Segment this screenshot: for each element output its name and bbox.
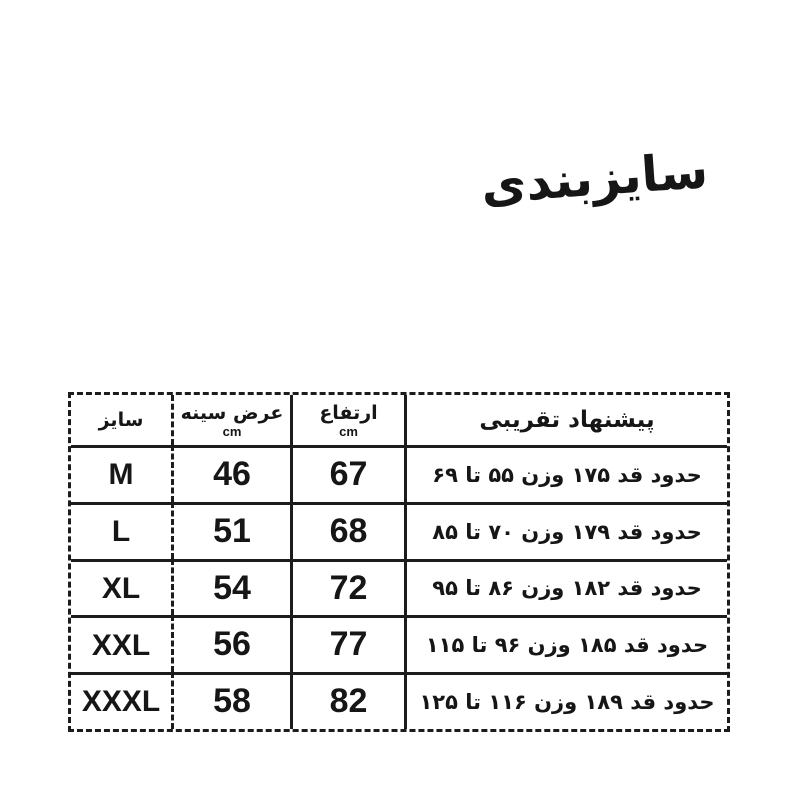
table-row-xxxl-size-cell [71, 672, 174, 729]
header-size [71, 395, 174, 445]
table-row-xxl-suggestion-cell [407, 615, 727, 672]
chest-width-value: 51 [213, 511, 251, 550]
size-chart-table [68, 392, 730, 732]
page-title: سایزبندی [479, 142, 710, 215]
table-row-xl-size-cell [71, 559, 174, 616]
suggestion-value: حدود قد ۱۸۹ وزن ۱۱۶ تا ۱۲۵ [419, 690, 715, 715]
height-value: 82 [329, 682, 368, 721]
size-value: XXXL [81, 685, 161, 719]
header-chest-width-label: عرض سینه [180, 401, 284, 424]
table-row-xl-height-cell [293, 559, 407, 616]
height-value: 68 [329, 511, 368, 550]
table-row-l-height-cell [293, 502, 407, 559]
size-value: L [111, 514, 131, 548]
table-row-m-suggestion-cell [407, 445, 727, 502]
table-row-m-height-cell [293, 445, 407, 502]
suggestion-value: حدود قد ۱۷۹ وزن ۷۰ تا ۸۵ [432, 519, 702, 544]
height-value: 72 [329, 568, 368, 607]
table-row-l-chest-cell [174, 502, 293, 559]
header-chest-width [174, 395, 293, 445]
table-row-m-chest-cell [174, 445, 293, 502]
chest-width-value: 58 [213, 682, 251, 721]
suggestion-value: حدود قد ۱۸۲ وزن ۸۶ تا ۹۵ [432, 576, 702, 601]
height-value: 67 [329, 455, 368, 494]
header-suggestion-label: پیشنهاد تقریبی [479, 406, 655, 433]
header-size-label: سایز [98, 409, 144, 432]
table-row-xxxl-height-cell [293, 672, 407, 729]
height-value: 77 [329, 625, 368, 664]
suggestion-value: حدود قد ۱۷۵ وزن ۵۵ تا ۶۹ [432, 462, 702, 487]
table-row-m-size-cell [71, 445, 174, 502]
size-value: XL [101, 571, 141, 605]
table-row-xxl-size-cell [71, 615, 174, 672]
table-row-xxl-chest-cell [174, 615, 293, 672]
chest-width-value: 54 [213, 568, 251, 607]
table-row-xxl-height-cell [293, 615, 407, 672]
table-row-xl-suggestion-cell [407, 559, 727, 616]
size-value: XXL [91, 628, 151, 662]
header-height-unit: cm [339, 423, 358, 439]
header-suggestion [407, 395, 727, 445]
size-value: M [108, 458, 134, 492]
table-row-l-size-cell [71, 502, 174, 559]
header-chest-width-unit: cm [222, 423, 242, 439]
table-row-xl-chest-cell [174, 559, 293, 616]
suggestion-value: حدود قد ۱۸۵ وزن ۹۶ تا ۱۱۵ [425, 633, 709, 658]
table-row-l-suggestion-cell [407, 502, 727, 559]
chest-width-value: 56 [213, 625, 251, 664]
table-row-xxxl-chest-cell [174, 672, 293, 729]
table-row-xxxl-suggestion-cell [407, 672, 727, 729]
chest-width-value: 46 [213, 455, 251, 494]
header-height [293, 395, 407, 445]
header-height-label: ارتفاع [319, 401, 378, 424]
